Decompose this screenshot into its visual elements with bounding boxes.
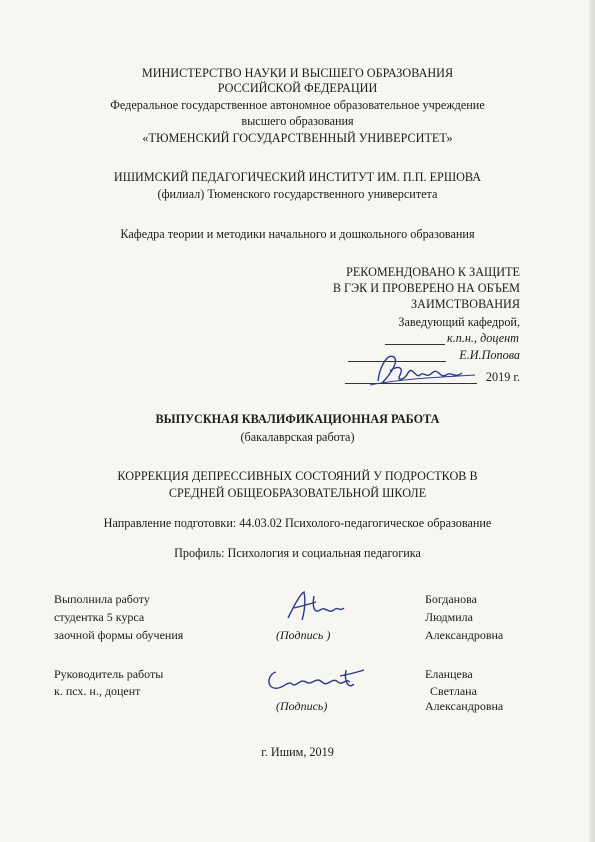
head-title: Заведующий кафедрой, bbox=[398, 315, 520, 329]
profile-line: Профиль: Психология и социальная педагогика bbox=[174, 546, 421, 560]
work-title-line-2: СРЕДНЕЙ ОБЩЕОБРАЗОВАТЕЛЬНОЙ ШКОЛЕ bbox=[168, 486, 427, 500]
branch-line: (филиал) Тюменского государственного университета bbox=[157, 187, 438, 201]
head-degree: к.п.н., доцент bbox=[447, 331, 519, 345]
work-subtype: (бакалаврская работа) bbox=[240, 430, 355, 444]
work-type: ВЫПУСКНАЯ КВАЛИФИКАЦИОННАЯ РАБОТА bbox=[155, 412, 440, 426]
supervisor-label-2: к. псх. н., доцент bbox=[54, 684, 141, 698]
author-label-2: студентка 5 курса bbox=[54, 610, 145, 624]
department-line: Кафедра теории и методики начального и дошкольного образования bbox=[120, 227, 475, 241]
approval-year: 2019 г. bbox=[485, 370, 520, 384]
supervisor-signature-caption: (Подпись) bbox=[276, 699, 328, 713]
author-name: Людмила bbox=[425, 610, 473, 624]
author-signature-caption: (Подпись ) bbox=[276, 628, 331, 642]
author-signature bbox=[280, 588, 350, 626]
author-label-1: Выполнила работу bbox=[54, 592, 150, 606]
institution-level-line: высшего образования bbox=[241, 114, 354, 128]
country-line: РОССИЙСКОЙ ФЕДЕРАЦИИ bbox=[217, 81, 378, 95]
head-name: Е.И.Попова bbox=[459, 348, 520, 362]
author-patronymic: Александровна bbox=[425, 628, 504, 642]
supervisor-signature bbox=[262, 664, 367, 698]
supervisor-surname: Еланцева bbox=[425, 667, 473, 681]
supervisor-label-1: Руководитель работы bbox=[54, 667, 164, 681]
approval-line-3: ЗАИМСТВОВАНИЯ bbox=[411, 297, 520, 311]
ministry-line: МИНИСТЕРСТВО НАУКИ И ВЫСШЕГО ОБРАЗОВАНИЯ bbox=[141, 66, 454, 80]
institution-type-line: Федеральное государственное автономное образовательное учреждение bbox=[110, 98, 485, 112]
work-title-line-1: КОРРЕКЦИЯ ДЕПРЕССИВНЫХ СОСТОЯНИЙ У ПОДРОСТКОВ В bbox=[117, 469, 478, 483]
city-year: г. Ишим, 2019 bbox=[261, 745, 334, 759]
direction-line: Направление подготовки: 44.03.02 Психолого-педагогическое образование bbox=[103, 516, 492, 530]
approval-line-2: В ГЭК И ПРОВЕРЕНО НА ОБЪЕМ bbox=[332, 281, 520, 295]
approval-line-1: РЕКОМЕНДОВАНО К ЗАЩИТЕ bbox=[346, 265, 520, 279]
institute-name: ИШИМСКИЙ ПЕДАГОГИЧЕСКИЙ ИНСТИТУТ ИМ. П.П. ЕРШОВА bbox=[113, 170, 482, 184]
head-signature bbox=[360, 345, 480, 390]
supervisor-name: Светлана bbox=[430, 684, 477, 698]
author-surname: Богданова bbox=[425, 592, 477, 606]
university-name: «ТЮМЕНСКИЙ ГОСУДАРСТВЕННЫЙ УНИВЕРСИТЕТ» bbox=[142, 131, 453, 145]
supervisor-patronymic: Александровна bbox=[425, 699, 504, 713]
paper-edge bbox=[589, 0, 595, 842]
author-label-3: заочной формы обучения bbox=[54, 628, 184, 642]
